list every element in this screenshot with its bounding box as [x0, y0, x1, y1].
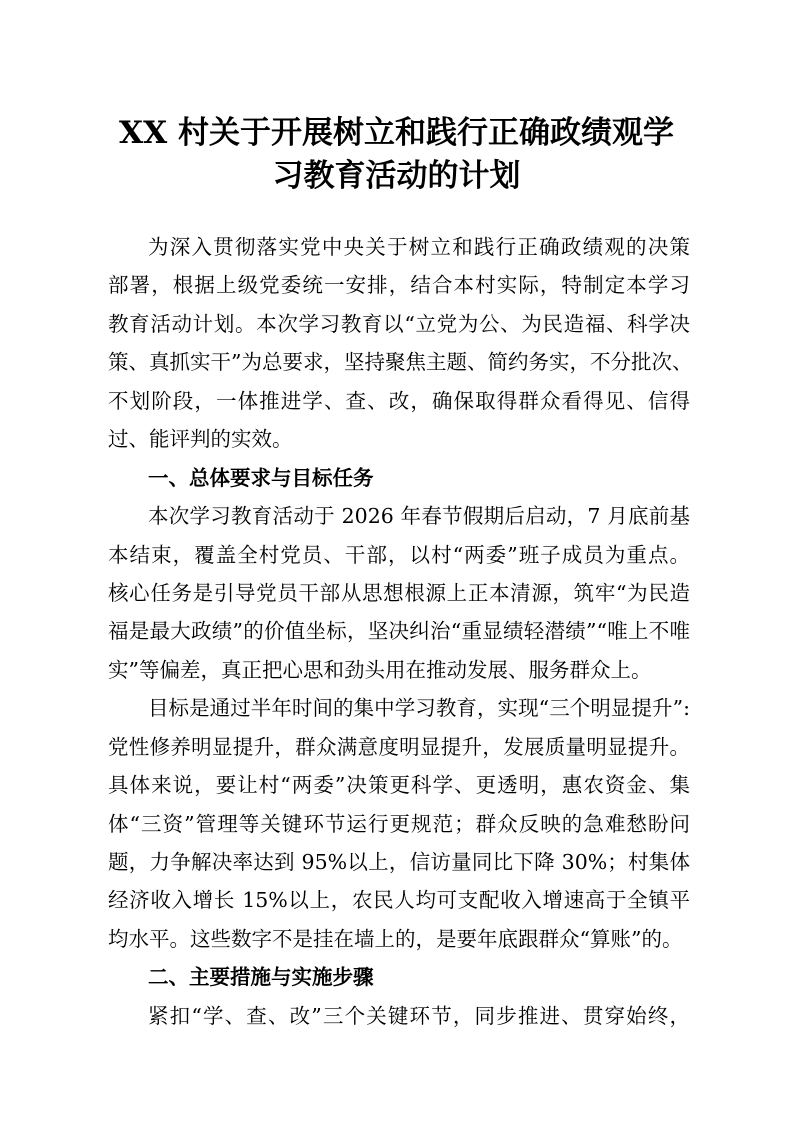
- section-heading: 一、总体要求与目标任务: [148, 465, 374, 490]
- paragraph-line: 核心任务是引导党员干部从思想根源上正本清源，筑牢“为民造: [108, 580, 690, 605]
- paragraph-line: 部署，根据上级党委统一安排，结合本村实际，特制定本学习: [108, 273, 690, 298]
- paragraph: [108, 497, 690, 689]
- paragraph: [108, 228, 693, 459]
- title-line-1: XX 村关于开展树立和践行正确政绩观学: [119, 115, 674, 151]
- paragraph-line: 福是最大政绩”的价值坐标，坚决纠治“重显绩轻潜绩”“唯上不唯: [108, 619, 690, 644]
- paragraph-line: 本结束，覆盖全村党员、干部，以村“两委”班子成员为重点。: [108, 542, 690, 567]
- paragraph-line: 策、真抓实干”为总要求，坚持聚焦主题、简约务实，不分批次、: [108, 350, 693, 375]
- paragraph: [108, 997, 690, 1035]
- paragraph-line: 过、能评判的实效。: [108, 427, 293, 452]
- paragraph-line: 本次学习教育活动于 2026 年春节假期后启动，7 月底前基: [148, 504, 690, 529]
- paragraph-line: 党性修养明显提升，群众满意度明显提升，发展质量明显提升。: [108, 734, 690, 759]
- paragraph: [108, 689, 690, 958]
- paragraph-line: 题，力争解决率达到 95%以上，信访量同比下降 30%；村集体: [108, 850, 690, 874]
- paragraph-line: 实”等偏差，真正把心思和劲头用在推动发展、服务群众上。: [108, 657, 652, 682]
- paragraph-line: 为深入贯彻落实党中央关于树立和践行正确政绩观的决策: [148, 235, 690, 259]
- paragraph-line: 具体来说，要让村“两委”决策更科学、更透明，惠农资金、集: [108, 773, 690, 798]
- title-line-2: 习教育活动的计划: [272, 158, 521, 194]
- paragraph-line: 教育活动计划。本次学习教育以“立党为公、为民造福、科学决: [108, 311, 690, 336]
- section-heading: 二、主要措施与实施步骤: [148, 965, 374, 990]
- paragraph-line: 经济收入增长 15%以上，农民人均可支配收入增速高于全镇平: [108, 888, 690, 913]
- document-title: [100, 112, 693, 198]
- paragraph-line: 体“三资”管理等关键环节运行更规范；群众反映的急难愁盼问: [108, 811, 690, 836]
- paragraph-line: 紧扣“学、查、改”三个关键环节，同步推进、贯穿始终，: [148, 1003, 690, 1028]
- document-body: [108, 228, 693, 1035]
- paragraph-line: 不划阶段，一体推进学、查、改，确保取得群众看得见、信得: [108, 388, 690, 413]
- paragraph-line: 均水平。这些数字不是挂在墙上的，是要年底跟群众“算账”的。: [108, 926, 683, 951]
- paragraph-line: 目标是通过半年时间的集中学习教育，实现“三个明显提升”:: [148, 696, 690, 721]
